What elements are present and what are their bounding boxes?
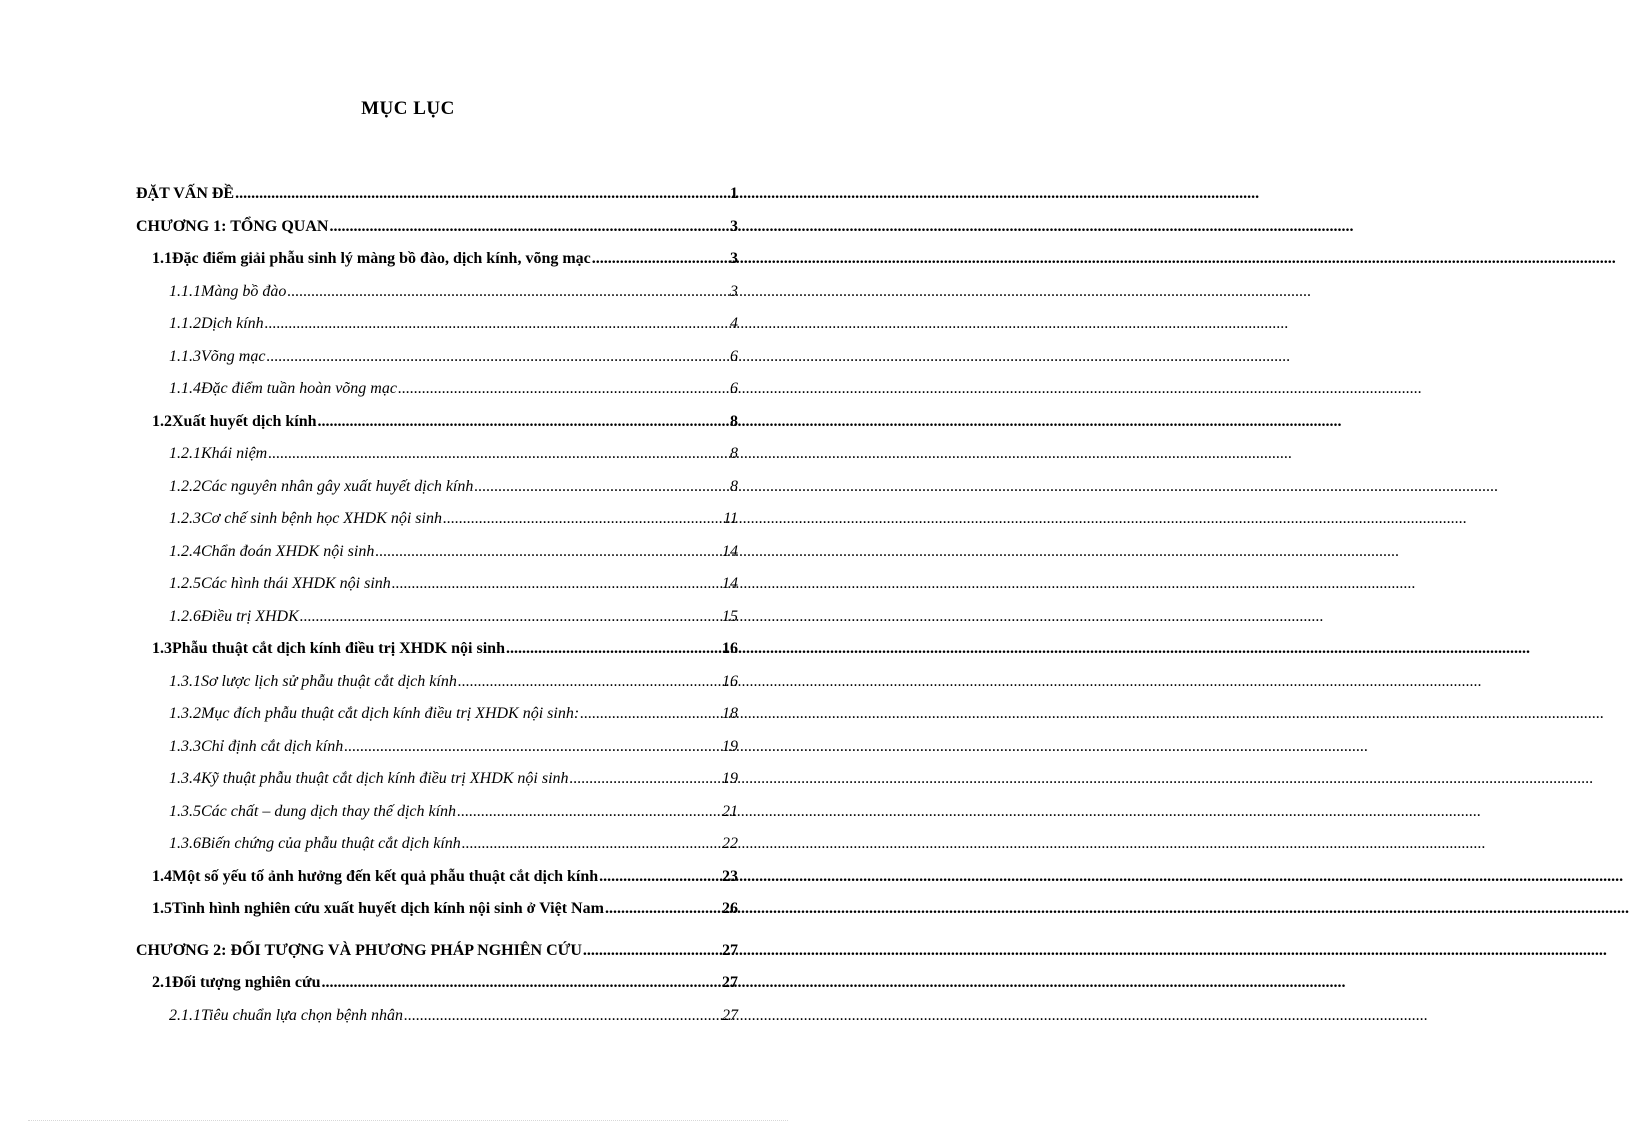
toc-entry-number: 1.1.4 [169, 380, 201, 397]
toc-entry-title: Đối tượng nghiên cứu [172, 974, 321, 991]
toc-entry-page-number: 3 [730, 250, 738, 267]
toc-entry-page-number: 15 [722, 607, 738, 625]
toc-entry-page-number: 19 [722, 770, 738, 787]
dot-leader [443, 503, 722, 536]
toc-entry-page-number: 11 [723, 510, 738, 527]
toc-entry-number: 1.2.6 [169, 607, 201, 625]
toc-entry-title: Kỹ thuật phẫu thuật cắt dịch kính điều trị XHDK nội sinh [201, 770, 569, 787]
toc-entry-page-number: 19 [722, 737, 738, 755]
dot-leader [344, 731, 721, 764]
toc-entry-number: 1.3.1 [169, 672, 201, 690]
dot-leader [506, 633, 721, 666]
dot-leader [300, 601, 721, 634]
toc-entry-title: Các hình thái XHDK nội sinh [201, 575, 391, 592]
dot-leader [583, 935, 721, 968]
table-of-contents [136, 178, 738, 1032]
toc-entry-title: Mục đích phẫu thuật cắt dịch kính điều trị XHDK nội sinh: [201, 705, 580, 722]
toc-entry-page-number: 8 [730, 445, 738, 462]
toc-entry-title: Chỉ định cắt dịch kính [201, 737, 344, 755]
toc-entry-number: 1.2.3 [169, 510, 201, 527]
toc-entry[interactable] [136, 438, 738, 471]
dot-leader [570, 763, 721, 796]
toc-entry[interactable] [136, 731, 738, 764]
toc-entry[interactable] [136, 633, 738, 666]
toc-entry-title: Đặc điểm giải phẫu sinh lý màng bồ đào, dịch kính, võng mạc [172, 250, 591, 267]
toc-entry-title: Phẫu thuật cắt dịch kính điều trị XHDK nội sinh [172, 640, 505, 657]
toc-entry[interactable] [136, 536, 738, 569]
toc-entry-number: 1.4 [152, 867, 172, 885]
dot-leader [474, 471, 729, 504]
dot-leader [392, 568, 721, 601]
toc-entry-page-number: 6 [730, 380, 738, 397]
toc-entry-page-number: 16 [722, 672, 738, 690]
toc-entry[interactable] [136, 503, 738, 536]
toc-entry-number: 1.1.2 [169, 315, 201, 332]
toc-entry[interactable] [136, 276, 738, 309]
toc-entry-number: 1.3.6 [169, 835, 201, 852]
toc-entry[interactable] [136, 211, 738, 244]
toc-entry[interactable] [136, 763, 738, 796]
toc-entry-title: Tình hình nghiên cứu xuất huyết dịch kính nội sinh ở Việt Nam [172, 900, 604, 917]
toc-entry-number: 1.5 [152, 900, 172, 917]
toc-entry[interactable] [136, 935, 738, 968]
toc-entry-title: Dịch kính [201, 315, 264, 332]
toc-entry-page-number: 8 [730, 477, 738, 495]
toc-entry-page-number: 27 [722, 974, 738, 991]
toc-entry[interactable] [136, 406, 738, 439]
dot-leader [398, 373, 729, 406]
toc-entry-title: Đặc điểm tuần hoàn võng mạc [201, 380, 397, 397]
toc-entry[interactable] [136, 308, 738, 341]
toc-entry-title: Sơ lược lịch sử phẫu thuật cắt dịch kính [201, 672, 457, 690]
toc-entry-number: 1.1.3 [169, 347, 201, 365]
toc-entry[interactable] [136, 666, 738, 699]
toc-entry-title: Các chất – dung dịch thay thế dịch kính [201, 802, 457, 820]
toc-entry[interactable] [136, 373, 738, 406]
toc-entry-page-number: 18 [722, 705, 738, 722]
toc-entry-page-number: 14 [722, 542, 738, 560]
dot-leader [268, 438, 729, 471]
toc-entry-page-number: 22 [722, 835, 738, 852]
toc-entry-page-number: 27 [722, 941, 738, 959]
dot-leader [458, 666, 721, 699]
toc-entry-title: ĐẶT VẤN ĐỀ [136, 185, 235, 202]
dot-leader [605, 893, 721, 926]
toc-entry-number: 1.3.4 [169, 770, 201, 787]
toc-entry-number: 1.3 [152, 640, 172, 657]
dot-leader [318, 406, 730, 439]
toc-entry-title: Xuất huyết dịch kính [172, 412, 317, 430]
toc-entry-page-number: 26 [722, 900, 738, 917]
dot-leader [599, 861, 721, 894]
toc-entry-page-number: 8 [730, 412, 738, 430]
toc-entry[interactable] [136, 861, 738, 894]
toc-entry-number: 2.1 [152, 974, 172, 991]
toc-entry[interactable] [136, 568, 738, 601]
toc-entry-number: 1.2.1 [169, 445, 201, 462]
dot-leader [329, 211, 729, 244]
toc-entry-title: Điều trị XHDK [201, 607, 299, 625]
toc-entry-title: Khái niệm [201, 445, 268, 462]
dot-leader [265, 308, 729, 341]
toc-entry-title: Biến chứng của phẫu thuật cắt dịch kính [201, 835, 461, 852]
toc-entry-number: 1.3.3 [169, 737, 201, 755]
toc-entry[interactable] [136, 471, 738, 504]
toc-entry-title: CHƯƠNG 1: TỔNG QUAN [136, 217, 329, 235]
toc-entry-number: 1.1.1 [169, 282, 201, 300]
toc-entry-number: 1.2.5 [169, 575, 201, 592]
toc-entry[interactable] [136, 243, 738, 276]
page-title: MỤC LỤC [361, 98, 455, 119]
dot-leader [580, 698, 721, 731]
toc-entry-page-number: 14 [722, 575, 738, 592]
toc-entry-number: 1.2.4 [169, 542, 201, 560]
dot-leader [592, 243, 729, 276]
toc-entry[interactable] [136, 828, 738, 861]
toc-entry-title: Tiêu chuẩn lựa chọn bệnh nhân [201, 1006, 404, 1024]
toc-entry-page-number: 4 [730, 315, 738, 332]
dot-leader [287, 276, 729, 309]
toc-entry[interactable] [136, 893, 738, 926]
toc-entry-page-number: 27 [722, 1006, 738, 1024]
toc-entry[interactable] [136, 698, 738, 731]
toc-entry-number: 1.3.2 [169, 705, 201, 722]
toc-entry-page-number: 16 [722, 640, 738, 657]
toc-entry-title: Một số yếu tố ảnh hưởng đến kết quả phẫu thuật cắt dịch kính [172, 867, 599, 885]
toc-entry-title: Màng bồ đào [201, 282, 287, 300]
dot-leader [322, 967, 721, 1000]
toc-entry[interactable] [136, 178, 738, 211]
toc-entry-title: Cơ chế sinh bệnh học XHDK nội sinh [201, 510, 442, 527]
toc-entry-page-number: 23 [722, 867, 738, 885]
page-border [28, 1120, 788, 1121]
toc-entry-number: 1.3.5 [169, 802, 201, 820]
toc-entry-title: Võng mạc [201, 347, 266, 365]
toc-entry[interactable] [136, 341, 738, 374]
dot-leader [404, 1000, 721, 1033]
toc-entry-number: 1.2 [152, 412, 172, 430]
toc-entry-number: 2.1.1 [169, 1006, 201, 1024]
toc-entry-page-number: 21 [722, 802, 738, 820]
toc-entry-title: CHƯƠNG 2: ĐỐI TƯỢNG VÀ PHƯƠNG PHÁP NGHIÊN CỨU [136, 941, 582, 959]
toc-entry-page-number: 1 [730, 185, 738, 202]
toc-entry-title: Chẩn đoán XHDK nội sinh [201, 542, 375, 560]
dot-leader [375, 536, 721, 569]
toc-entry-title: Các nguyên nhân gây xuất huyết dịch kính [201, 477, 474, 495]
toc-entry-page-number: 6 [730, 347, 738, 365]
toc-entry-number: 1.1 [152, 250, 172, 267]
toc-entry[interactable] [136, 601, 738, 634]
toc-entry[interactable] [136, 796, 738, 829]
dot-leader [235, 178, 729, 211]
toc-entry-page-number: 3 [730, 282, 738, 300]
dot-leader [457, 796, 721, 829]
toc-entry-page-number: 3 [730, 217, 738, 235]
toc-entry-number: 1.2.2 [169, 477, 201, 495]
toc-entry[interactable] [136, 1000, 738, 1033]
dot-leader [462, 828, 721, 861]
toc-entry[interactable] [136, 967, 738, 1000]
dot-leader [266, 341, 729, 374]
